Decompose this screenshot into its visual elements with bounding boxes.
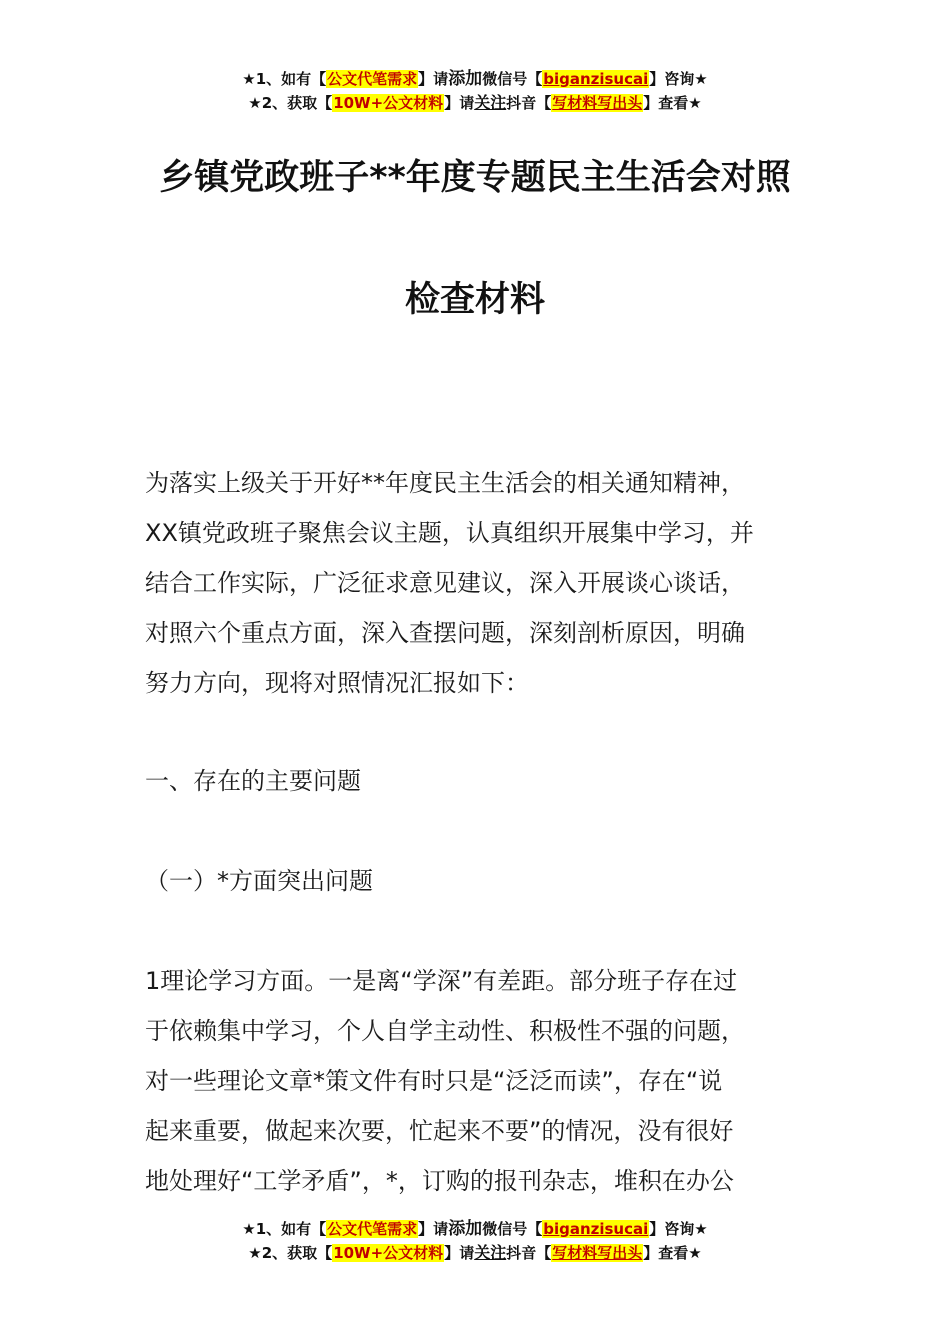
- banner-emphasis: 关注: [474, 93, 507, 112]
- text-line: 为落实上级关于开好**年度民主生活会的相关通知精神，: [145, 469, 745, 497]
- text-line: 对一些理论文章*策文件有时只是“泛泛而读”，存在“说: [145, 1067, 723, 1095]
- banner-highlight: 公文代笔需求: [327, 1220, 418, 1238]
- banner-douyin-id[interactable]: 写材料写出头: [552, 1244, 643, 1262]
- banner-emphasis: 添加: [448, 69, 483, 89]
- banner-text: 抖音【: [506, 1244, 552, 1262]
- text-line: 地处理好“工学矛盾”，*，订购的报刊杂志，堆积在办公: [145, 1167, 734, 1195]
- banner-text: 】请: [444, 1244, 475, 1262]
- subsection-title: （一）*方面突出问题: [145, 867, 373, 895]
- section-title: 一、存在的主要问题: [145, 767, 361, 795]
- banner-text: ★2、获取【: [248, 94, 333, 112]
- document-title-line-2: 检查材料: [404, 280, 545, 320]
- banner-text: 】咨询★: [649, 1220, 708, 1238]
- banner-wechat-id[interactable]: biganzisucai: [543, 1220, 649, 1238]
- section-heading: [145, 756, 835, 806]
- banner-text: 】请: [444, 94, 475, 112]
- banner-text: 】查看★: [643, 94, 702, 112]
- text-line: 起来重要，做起来次要，忙起来不要”的情况，没有很好: [145, 1117, 734, 1145]
- banner-text: 抖音【: [506, 94, 552, 112]
- banner-text: 】咨询★: [649, 70, 708, 88]
- banner-douyin-id[interactable]: 写材料写出头: [552, 94, 643, 112]
- document-title-line-1: 乡镇党政班子**年度专题民主生活会对照: [159, 158, 791, 198]
- top-banner: [0, 68, 950, 115]
- banner-text: 】请: [418, 1220, 449, 1238]
- text-line: 1理论学习方面。一是离“学深”有差距。部分班子存在过: [145, 967, 738, 995]
- banner-line-2: [0, 91, 950, 115]
- banner-text: 】查看★: [643, 1244, 702, 1262]
- bottom-banner: [0, 1218, 950, 1265]
- banner-text: 微信号【: [482, 70, 543, 88]
- item-paragraph: [145, 956, 835, 1206]
- banner-text: 微信号【: [482, 1220, 543, 1238]
- banner-wechat-id[interactable]: biganzisucai: [543, 70, 649, 88]
- banner-text: ★2、获取【: [248, 1244, 333, 1262]
- banner-highlight: 公文代笔需求: [327, 70, 418, 88]
- banner-text: 】请: [418, 70, 449, 88]
- banner-emphasis: 关注: [474, 1243, 507, 1262]
- banner-highlight: 10W+公文材料: [333, 94, 444, 112]
- banner-emphasis: 添加: [448, 1219, 483, 1239]
- text-line: 努力方向，现将对照情况汇报如下：: [145, 669, 529, 697]
- intro-paragraph: [145, 458, 835, 708]
- text-line: 于依赖集中学习，个人自学主动性、积极性不强的问题，: [145, 1017, 745, 1045]
- banner-line-1: [0, 68, 950, 91]
- text-line: 结合工作实际，广泛征求意见建议，深入开展谈心谈话，: [145, 569, 745, 597]
- subsection-heading: [145, 856, 835, 906]
- banner-text: ★1、如有【: [242, 1220, 327, 1238]
- text-line: 对照六个重点方面，深入查摆问题，深刻剖析原因，明确: [145, 619, 745, 647]
- text-line: XX镇党政班子聚焦会议主题，认真组织开展集中学习，并: [145, 519, 754, 547]
- banner-text: ★1、如有【: [242, 70, 327, 88]
- banner-line-2: [0, 1241, 950, 1265]
- banner-highlight: 10W+公文材料: [333, 1244, 444, 1262]
- banner-line-1: [0, 1218, 950, 1241]
